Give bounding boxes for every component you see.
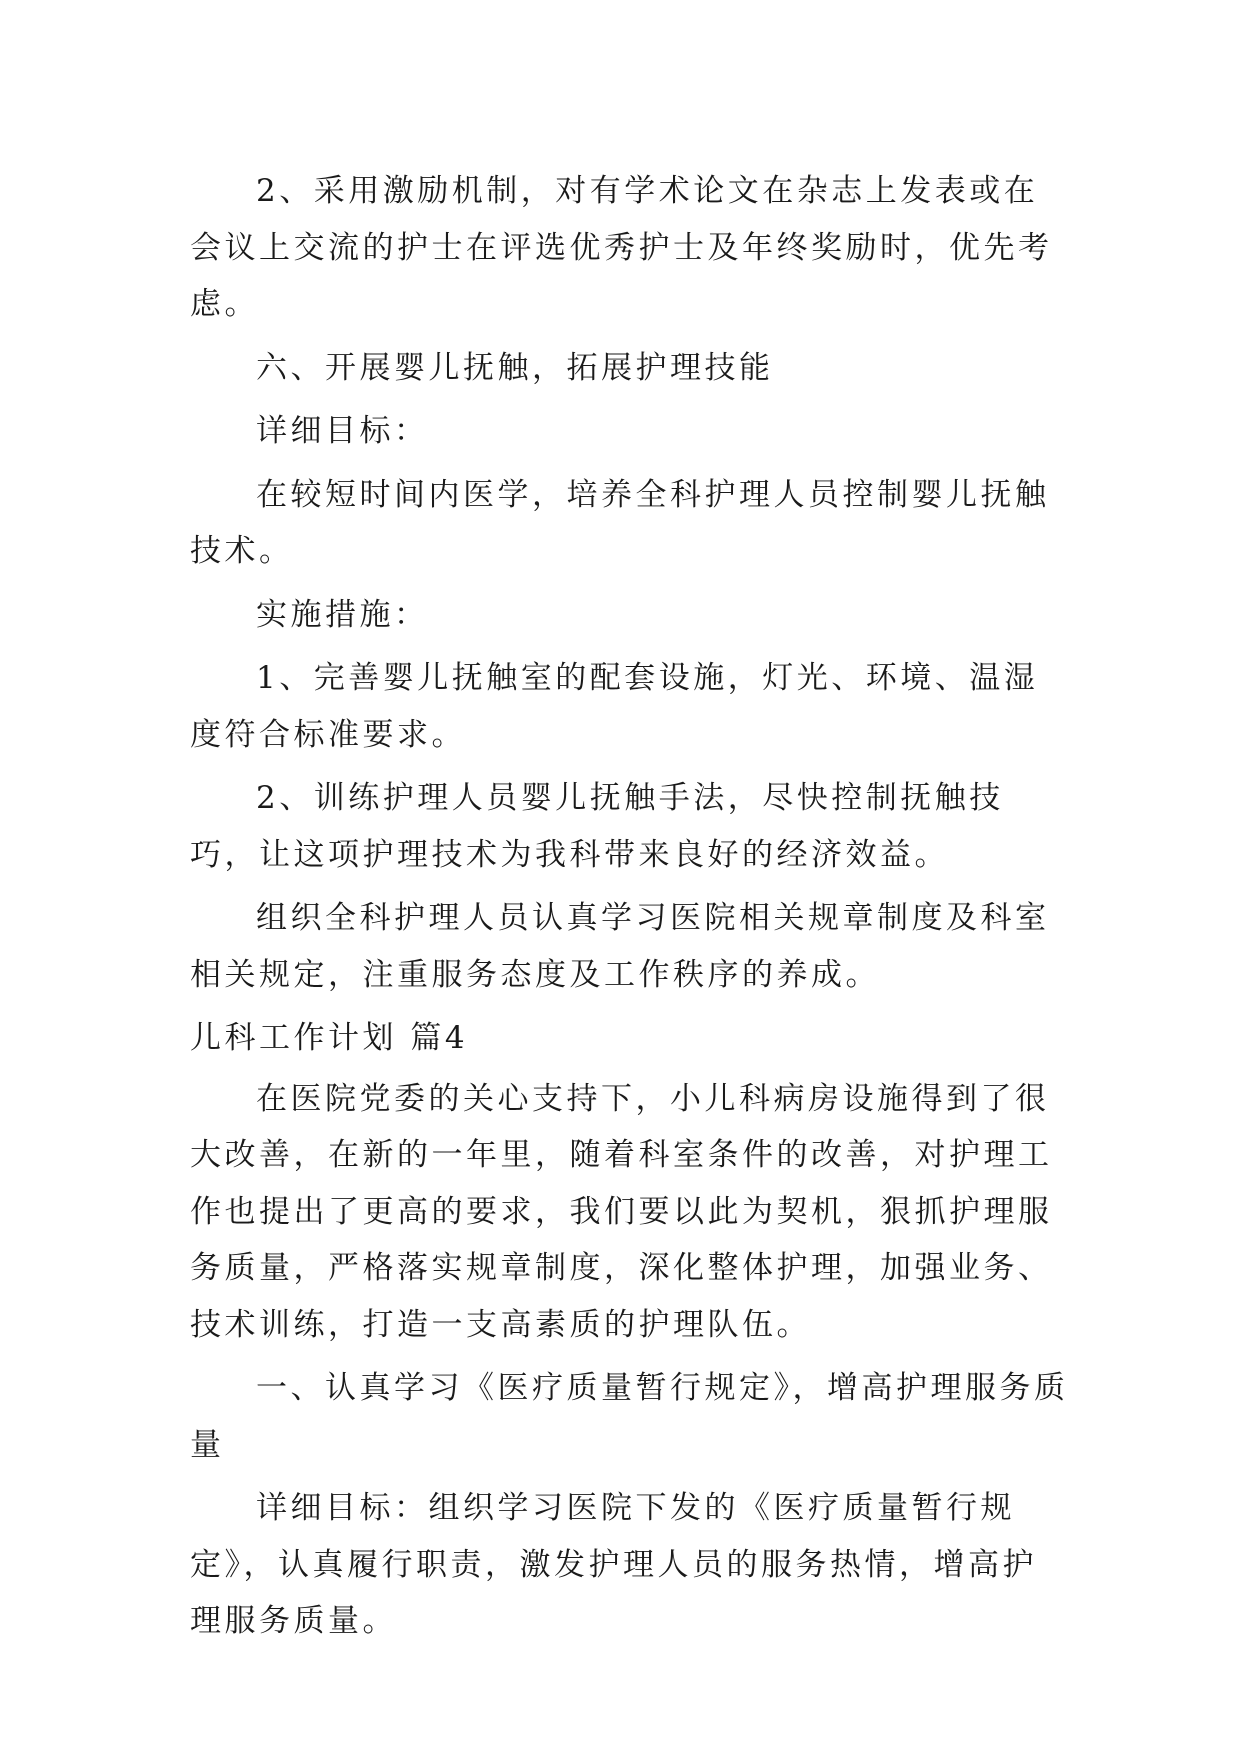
paragraph: 详细目标：组织学习医院下发的《医疗质量暂行规定》，认真履行职责，激发护理人员的服务热情，增高护理服务质量。 xyxy=(190,1490,1037,1639)
article-title: 儿科工作计划 篇4 xyxy=(190,1020,469,1056)
paragraph: 2、训练护理人员婴儿抚触手法，尽快控制抚触技巧，让这项护理技术为我科带来良好的经济效益。 xyxy=(190,780,1004,873)
paragraph: 组织全科护理人员认真学习医院相关规章制度及科室相关规定，注重服务态度及工作秩序的养成。 xyxy=(190,900,1050,993)
paragraph: 在较短时间内医学，培养全科护理人员控制婴儿抚触技术。 xyxy=(190,476,1050,569)
section-heading-one: 一、认真学习《医疗质量暂行规定》，增高护理服务质量 xyxy=(190,1370,1069,1463)
paragraph: 详细目标： xyxy=(256,413,429,449)
section-heading-six: 六、开展婴儿抚触，拓展护理技能 xyxy=(256,349,774,386)
paragraph: 1、完善婴儿抚触室的配套设施，灯光、环境、温湿度符合标准要求。 xyxy=(190,660,1039,753)
document-body xyxy=(190,163,1070,1657)
paragraph: 在医院党委的关心支持下，小儿科病房设施得到了很大改善，在新的一年里，随着科室条件的改善，对护理工作也提出了更高的要求，我们要以此为契机，狠抓护理服务质量，严格落实规章制度，深化整体护理，加强业务、技术训练，打造一支高素质的护理队伍。 xyxy=(190,1080,1053,1343)
paragraph: 2、采用激励机制，对有学术论文在杂志上发表或在会议上交流的护士在评选优秀护士及年终奖励时，优先考虑。 xyxy=(190,173,1053,322)
paragraph: 实施措施： xyxy=(256,596,429,633)
